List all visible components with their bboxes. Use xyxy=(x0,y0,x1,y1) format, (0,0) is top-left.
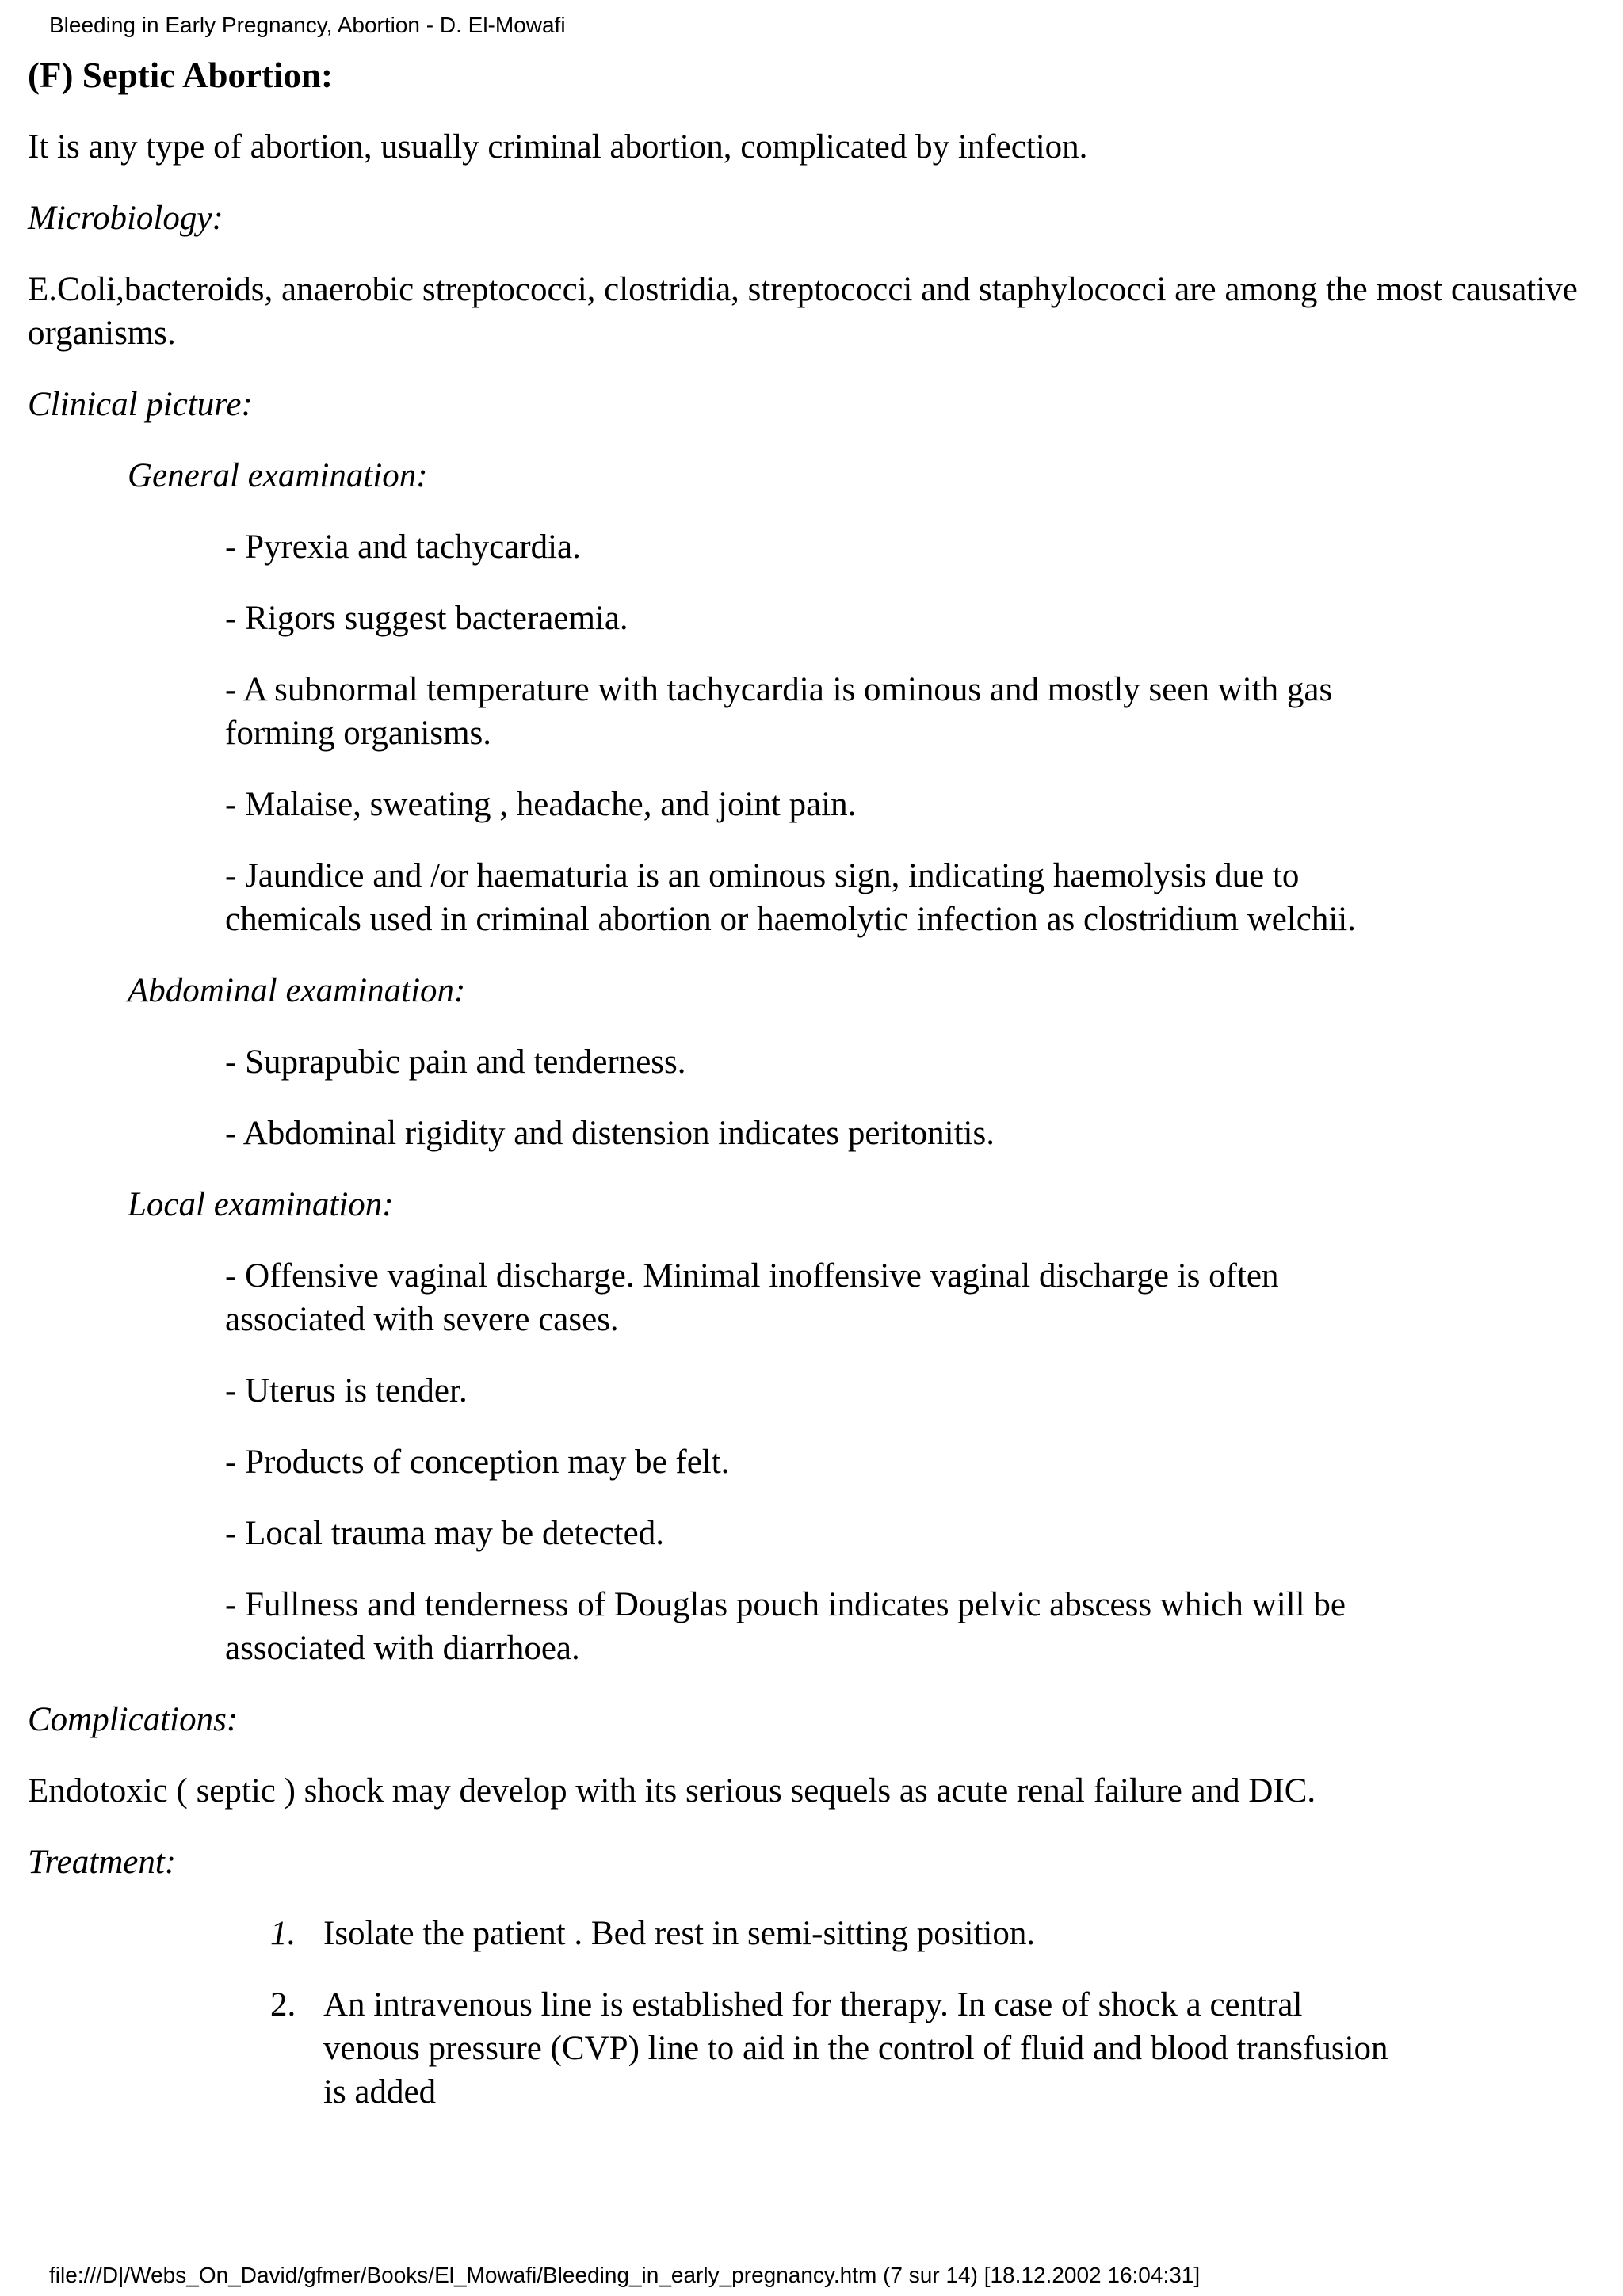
abdominal-item: - Suprapubic pain and tenderness. xyxy=(225,1043,686,1081)
treatment-label: Treatment: xyxy=(28,1844,177,1881)
treatment-item xyxy=(270,1912,1396,1955)
general-item: - Jaundice and /or haematuria is an ominous sign, indicating haemolysis due to chemicals used in criminal abortion or haemolytic infection as clostridium welchii. xyxy=(225,857,1356,938)
complications-text: Endotoxic ( septic ) shock may develop with its serious sequels as acute renal failure and DIC. xyxy=(28,1772,1316,1810)
treatment-item-number: 1. xyxy=(270,1915,296,1952)
page-header-title: Bleeding in Early Pregnancy, Abortion - D. El-Mowafi xyxy=(49,13,566,37)
abdominal-item: - Abdominal rigidity and distension indicates peritonitis. xyxy=(225,1115,995,1152)
general-item: - Pyrexia and tachycardia. xyxy=(225,528,581,566)
intro-paragraph: It is any type of abortion, usually criminal abortion, complicated by infection. xyxy=(28,128,1088,166)
microbiology-text: E.Coli,bacteroids, anaerobic streptococci, clostridia, streptococci and staphylococci are among the most causative organisms. xyxy=(28,271,1578,352)
treatment-item-number: 2. xyxy=(270,1986,296,2023)
section-heading: (F) Septic Abortion: xyxy=(28,55,333,95)
local-item: - Local trauma may be detected. xyxy=(225,1515,664,1552)
general-examination-label: General examination: xyxy=(128,457,428,494)
treatment-item xyxy=(270,1983,1396,2114)
general-item: - Rigors suggest bacteraemia. xyxy=(225,600,628,637)
complications-label: Complications: xyxy=(28,1701,239,1738)
treatment-item-text: An intravenous line is established for therapy. In case of shock a central venous pressure (CVP) line to aid in the control of fluid and blood transfusion is added xyxy=(323,1986,1388,2111)
local-item: - Uterus is tender. xyxy=(225,1372,468,1409)
clinical-picture-label: Clinical picture: xyxy=(28,386,253,423)
abdominal-examination-label: Abdominal examination: xyxy=(128,972,466,1009)
treatment-list xyxy=(270,1912,1396,2114)
page-footer-location: file:///D|/Webs_On_David/gfmer/Books/El_Mowafi/Bleeding_in_early_pregnancy.htm (7 sur 14) [18.12.2002 16:04:31] xyxy=(49,2263,1201,2287)
local-item: - Fullness and tenderness of Douglas pouch indicates pelvic abscess which will be associated with diarrhoea. xyxy=(225,1586,1346,1667)
treatment-item-text: Isolate the patient . Bed rest in semi-sitting position. xyxy=(323,1915,1036,1952)
general-item: - Malaise, sweating , headache, and joint pain. xyxy=(225,786,857,823)
general-item: - A subnormal temperature with tachycardia is ominous and mostly seen with gas forming organisms. xyxy=(225,671,1333,752)
local-item: - Products of conception may be felt. xyxy=(225,1444,730,1481)
local-examination-label: Local examination: xyxy=(128,1186,394,1223)
document-body xyxy=(28,54,1605,2142)
local-item: - Offensive vaginal discharge. Minimal inoffensive vaginal discharge is often associated with severe cases. xyxy=(225,1257,1279,1338)
microbiology-label: Microbiology: xyxy=(28,200,223,237)
